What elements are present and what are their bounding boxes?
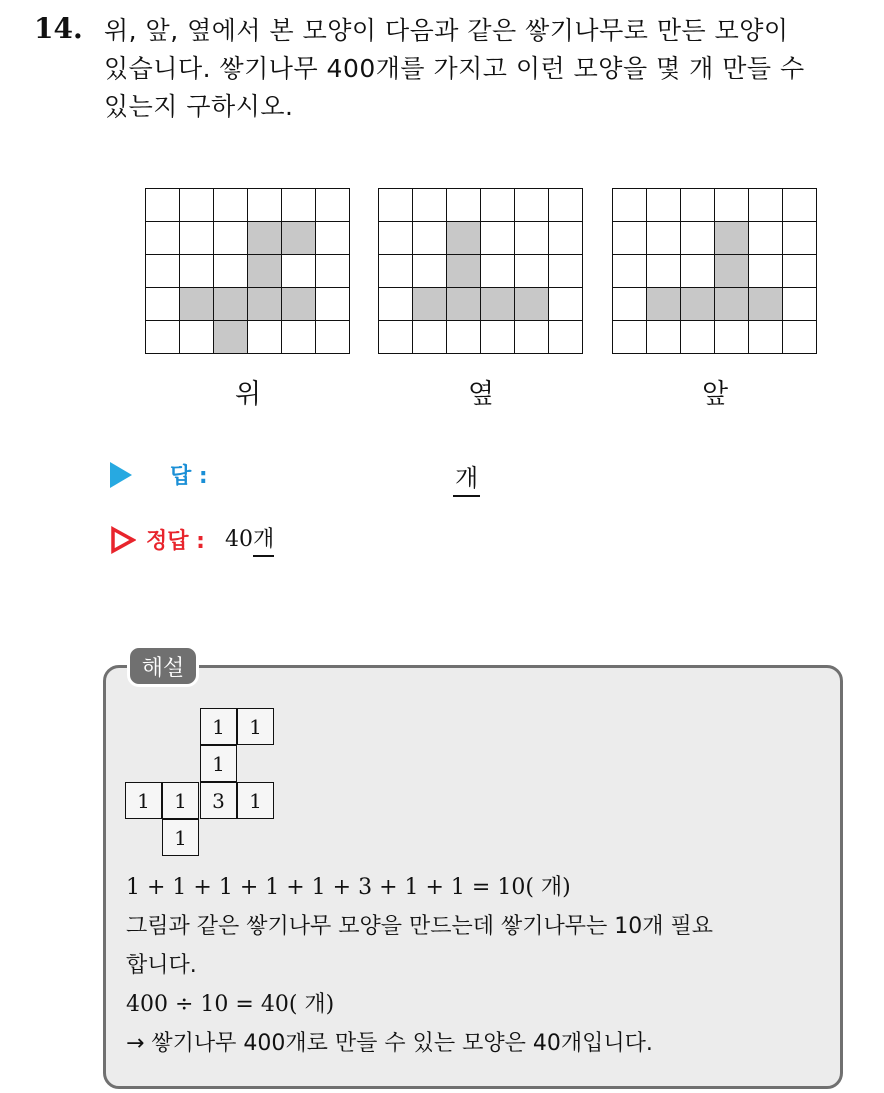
solution-line: 합니다. [126,953,197,978]
grid-cell [749,189,783,222]
correct-answer-label: 정답 : [146,529,205,554]
view-grid-front [612,188,817,354]
count-cell: 1 [125,782,162,819]
grid-cell [681,189,715,222]
grid-cell [146,222,180,255]
grid-cell [647,321,681,354]
grid-cell [447,189,481,222]
grid-cell-shaded [715,255,749,288]
grid-row [146,222,350,255]
count-cell: 3 [200,782,237,819]
grid-cell [681,222,715,255]
grid-cell-shaded [214,321,248,354]
grid-cell [413,321,447,354]
grid-cell [783,222,817,255]
grid-cell [549,255,583,288]
grid-cell [180,321,214,354]
correct-answer-value: 40 [224,527,253,552]
grid-cell [379,288,413,321]
grid-cell-shaded [447,255,481,288]
grid-cell [282,255,316,288]
grid-cell [316,321,350,354]
solution-line: 그림과 같은 쌓기나무 모양을 만드는데 쌓기나무는 10개 필요 [126,914,713,939]
question-line: 위, 앞, 옆에서 본 모양이 다음과 같은 쌓기나무로 만든 모양이 [104,16,789,45]
grid-cell [316,288,350,321]
grid-cell [783,321,817,354]
grid-cell-shaded [715,288,749,321]
grid-cell [379,321,413,354]
grid-cell [549,222,583,255]
grid-cell [379,189,413,222]
grid-cell [749,321,783,354]
grid-row [613,189,817,222]
grid-cell [715,189,749,222]
grid-cell [515,189,549,222]
grid-cell [180,189,214,222]
grid-cell [613,189,647,222]
grid-cell [783,255,817,288]
grid-cell [316,255,350,288]
view-label-side: 옆 [467,379,495,410]
grid-row [613,321,817,354]
solution-line: 400 ÷ 10 = 40( 개) [126,992,335,1017]
grid-cell [413,255,447,288]
grid-cell [379,255,413,288]
grid-cell-shaded [248,288,282,321]
grid-cell [647,222,681,255]
grid-cell-shaded [749,288,783,321]
grid-cell [180,222,214,255]
grid-cell [783,189,817,222]
grid-cell [379,222,413,255]
grid-row [146,189,350,222]
grid-row [613,288,817,321]
grid-cell [248,321,282,354]
grid-cell [146,189,180,222]
grid-cell [481,255,515,288]
question-line: 있습니다. 쌓기나무 400개를 가지고 이런 모양을 몇 개 만들 수 [104,54,805,83]
grid-cell-shaded [214,288,248,321]
solution-text [126,868,713,1063]
grid-cell [481,189,515,222]
grid-cell-shaded [715,222,749,255]
outline-triangle-icon [110,526,136,554]
grid-cell [214,255,248,288]
grid-cell-shaded [647,288,681,321]
grid-row [613,255,817,288]
grid-cell [613,255,647,288]
grid-cell [413,189,447,222]
grid-cell [447,321,481,354]
grid-cell [146,288,180,321]
grid-cell-shaded [681,288,715,321]
grid-cell-shaded [413,288,447,321]
grid-cell-shaded [481,288,515,321]
grid-cell [749,255,783,288]
count-cell: 1 [162,819,199,856]
grid-row [146,255,350,288]
grid-cell [282,189,316,222]
grid-cell [613,321,647,354]
grid-row [146,321,350,354]
play-triangle-icon [110,462,132,488]
grid-cell [413,222,447,255]
solution-tag: 해설 [127,645,199,687]
grid-cell [647,255,681,288]
grid-cell [316,189,350,222]
grid-cell-shaded [282,288,316,321]
grid-cell [515,255,549,288]
grid-cell [282,321,316,354]
solution-line: 1 + 1 + 1 + 1 + 1 + 3 + 1 + 1 = 10( 개) [126,875,571,900]
grid-cell-shaded [180,288,214,321]
grid-row [379,321,583,354]
view-label-front: 앞 [701,379,729,410]
grid-cell [681,255,715,288]
grid-cell-shaded [447,222,481,255]
grid-cell-shaded [248,222,282,255]
question-number: 14. [34,12,83,45]
grid-cell [647,189,681,222]
view-grid-top [145,188,350,354]
grid-cell [681,321,715,354]
grid-cell [248,189,282,222]
grid-cell [613,222,647,255]
grid-cell-shaded [515,288,549,321]
correct-answer-row [110,522,274,557]
grid-cell [481,222,515,255]
count-cell: 1 [237,782,274,819]
grid-cell [146,321,180,354]
answer-unit[interactable]: 개 [453,458,480,497]
grid-cell [180,255,214,288]
grid-cell [549,189,583,222]
count-cell: 1 [200,745,237,782]
grid-cell-shaded [447,288,481,321]
grid-row [379,222,583,255]
grid-cell [481,321,515,354]
grid-cell [715,321,749,354]
question-text [104,12,864,126]
count-cell: 1 [237,708,274,745]
grid-cell [783,288,817,321]
grid-row [379,288,583,321]
grid-cell-shaded [282,222,316,255]
answer-label: 답 : [170,464,208,489]
grid-cell [549,288,583,321]
grid-cell [549,321,583,354]
grid-row [146,288,350,321]
question-line: 있는지 구하시오. [104,92,294,121]
grid-cell [613,288,647,321]
view-label-top: 위 [234,379,262,410]
grid-cell [515,321,549,354]
grid-cell [146,255,180,288]
solution-line: → 쌓기나무 400개로 만들 수 있는 모양은 40개입니다. [126,1031,653,1056]
answer-row [110,459,208,490]
view-grid-side [378,188,583,354]
count-cell: 1 [162,782,199,819]
grid-cell [214,189,248,222]
grid-row [379,189,583,222]
grid-cell [749,222,783,255]
grid-cell [515,222,549,255]
grid-row [613,222,817,255]
grid-row [379,255,583,288]
grid-cell [214,222,248,255]
grid-cell [316,222,350,255]
grid-cell-shaded [248,255,282,288]
count-cell: 1 [200,708,237,745]
correct-answer-unit: 개 [253,522,274,557]
